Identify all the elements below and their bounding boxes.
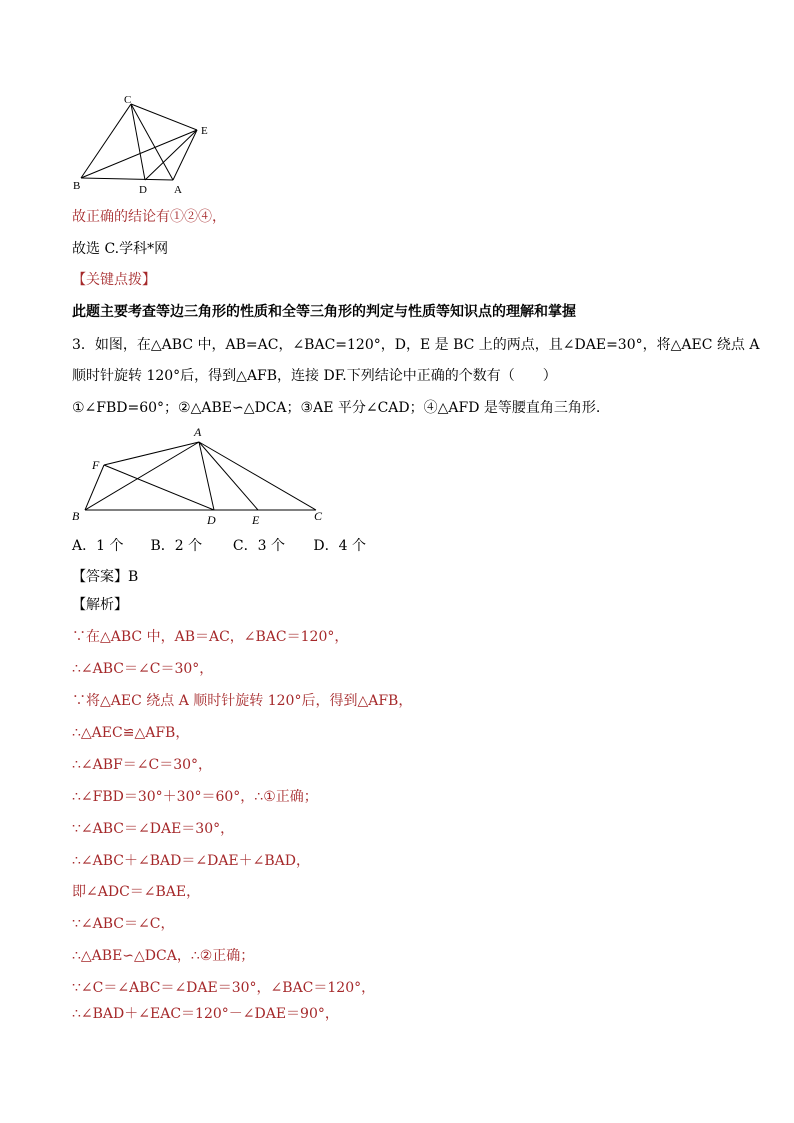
fig1-label-a: A — [174, 184, 182, 196]
fig2-label-e: E — [252, 513, 260, 527]
fig1-label-e: E — [201, 125, 208, 137]
solution-step-13: ∴∠BAD＋∠EAC＝120°－∠DAE＝90°， — [72, 1006, 339, 1022]
fig2-label-d: D — [207, 513, 216, 527]
solution-step-9: 即∠ADC＝∠BAE， — [72, 884, 201, 900]
answer-options — [72, 536, 366, 556]
question-3-line-3: ①∠FBD=60°；②△ABE∽△DCA；③AE 平分∠CAD；④△AFD 是等腰直角三角形. — [72, 400, 601, 416]
tip-header: 【关键点拨】 — [72, 272, 156, 288]
solution-step-7: ∵∠ABC＝∠DAE＝30°， — [72, 821, 235, 837]
figure-2-triangle — [68, 422, 338, 530]
analysis-header: 【解析】 — [72, 597, 128, 613]
figure-1-quadrilateral — [72, 94, 222, 200]
question-3-line-2: 顺时针旋转 120°后，得到△AFB，连接 DF.下列结论中正确的个数有（ ） — [72, 368, 557, 384]
fig2-label-f: F — [92, 458, 100, 472]
solution-step-2: ∴∠ABC＝∠C＝30°， — [72, 661, 214, 677]
solution-step-1: ∵在△ABC 中，AB＝AC，∠BAC＝120°， — [72, 629, 349, 645]
fig1-label-b: B — [73, 180, 81, 192]
choice-line: 故选 C.学科*网 — [72, 241, 169, 257]
solution-step-12: ∵∠C＝∠ABC＝∠DAE＝30°，∠BAC＝120°， — [72, 980, 376, 996]
question-3-line-1: 3．如图，在△ABC 中，AB=AC，∠BAC=120°，D，E 是 BC 上的两点，且∠DAE=30°，将△AEC 绕点 A — [72, 337, 760, 353]
option-a: A．1 个 — [72, 538, 124, 554]
solution-step-4: ∴△AEC≌△AFB， — [72, 725, 190, 741]
tip-text: 此题主要考查等边三角形的性质和全等三角形的判定与性质等知识点的理解和掌握 — [72, 304, 576, 320]
solution-step-11: ∴△ABE∽△DCA，∴②正确； — [72, 948, 255, 964]
option-b: B．2 个 — [150, 538, 203, 554]
conclusion-line: 故正确的结论有①②④， — [72, 209, 226, 225]
answer-line: 【答案】B — [72, 569, 139, 585]
solution-step-10: ∵∠ABC＝∠C， — [72, 916, 175, 932]
solution-step-3: ∵将△AEC 绕点 A 顺时针旋转 120°后，得到△AFB， — [72, 693, 413, 709]
option-d: D．4 个 — [313, 538, 366, 554]
fig1-label-c: C — [124, 94, 132, 106]
fig1-label-d: D — [139, 184, 147, 196]
solution-step-8: ∴∠ABC＋∠BAD＝∠DAE＋∠BAD， — [72, 853, 310, 869]
option-c: C．3 个 — [232, 538, 285, 554]
fig2-label-a: A — [194, 425, 202, 439]
solution-step-6: ∴∠FBD＝30°＋30°＝60°，∴①正确； — [72, 789, 318, 805]
solution-step-5: ∴∠ABF＝∠C＝30°， — [72, 757, 213, 773]
fig2-label-c: C — [314, 509, 323, 523]
fig2-label-b: B — [72, 509, 80, 523]
